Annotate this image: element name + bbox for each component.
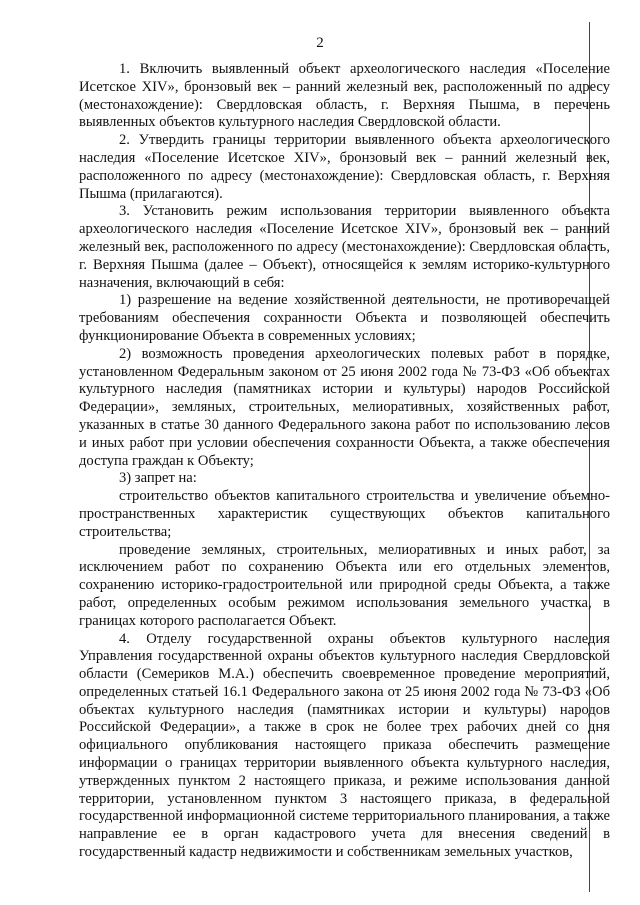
paragraph-item-2: 2. Утвердить границы территории выявленного объекта археологического наследия «Поселение Исетское XIV», бронзовый век – ранний железный век, расположенного по адресу (местонахождение): Свердловская область, г. Верхняя Пышма (прилагаются). <box>79 132 610 202</box>
paragraph-prohibition-1: строительство объектов капитального строительства и увеличение объемно-пространственных характеристик существующих объектов капитального строительства; <box>79 488 610 540</box>
paragraph-subitem-3: 3) запрет на: <box>119 470 197 487</box>
paragraph-item-3: 3. Установить режим использования территории выявленного объекта археологического наследия «Поселение Исетское XIV», бронзовый век – ранний железный век, расположенного по адресу (местонахождение): Свердловская область, г. Верхняя Пышма (далее – Объект), относящейся к землям историко-культурного назначения, включающий в себя: <box>79 203 610 291</box>
paragraph-prohibition-2: проведение земляных, строительных, мелиоративных и иных работ, за исключением работ по сохранению Объекта или его отдельных элементов, сохранению историко-градостроительной или природной среды Объекта, а также работ, определенных особым режимом использования земельного участка, в границах которого располагается Объект. <box>79 541 610 629</box>
paragraph-subitem-2: 2) возможность проведения археологических полевых работ в порядке, установленном Федеральным законом от 25 июня 2002 года № 73-ФЗ «Об объектах культурного наследия (памятниках истории и культуры) народов Российской Федерации», земляных, строительных, мелиоративных, хозяйственных работ, указанных в статье 30 данного Федерального закона работ по использованию лесов и иных работ при условии обеспечения сохранности Объекта, а также обеспечения доступа граждан к Объекту; <box>79 345 610 469</box>
paragraph-item-1: 1. Включить выявленный объект археологического наследия «Поселение Исетское XIV», бронзовый век – ранний железный век, расположенный по адресу (местонахождение): Свердловская область, г. Верхняя Пышма, в перечень выявленных объектов культурного наследия Свердловской области. <box>79 61 610 131</box>
paragraph-item-4: 4. Отделу государственной охраны объектов культурного наследия Управления государственной охраны объектов культурного наследия Свердловской области (Семериков М.А.) обеспечить своевременное проведение мероприятий, определенных статьей 16.1 Федерального закона от 25 июня 2002 года № 73-ФЗ «Об объектах культурного наследия (памятниках истории и культуры) народов Российской Федерации», а также в срок не более трех рабочих дней со дня официального опубликования настоящего приказа обеспечить размещение информации о границах территории выявленного объекта культурного наследия, утвержденных пунктом 2 настоящего приказа, и режиме использования данной территории, установленном пунктом 3 настоящего приказа, в федеральной государственной информационной системе территориального планирования, а также направление ее в орган кадастрового учета для внесения сведений в государственный кадастр недвижимости и собственникам земельных участков, <box>79 630 610 861</box>
page-number: 2 <box>316 35 324 51</box>
document-body <box>79 61 610 862</box>
paragraph-subitem-1: 1) разрешение на ведение хозяйственной деятельности, не противоречащей требованиям обеспечения сохранности Объекта и позволяющей обеспечить функционирование Объекта в современных условиях; <box>79 292 610 344</box>
